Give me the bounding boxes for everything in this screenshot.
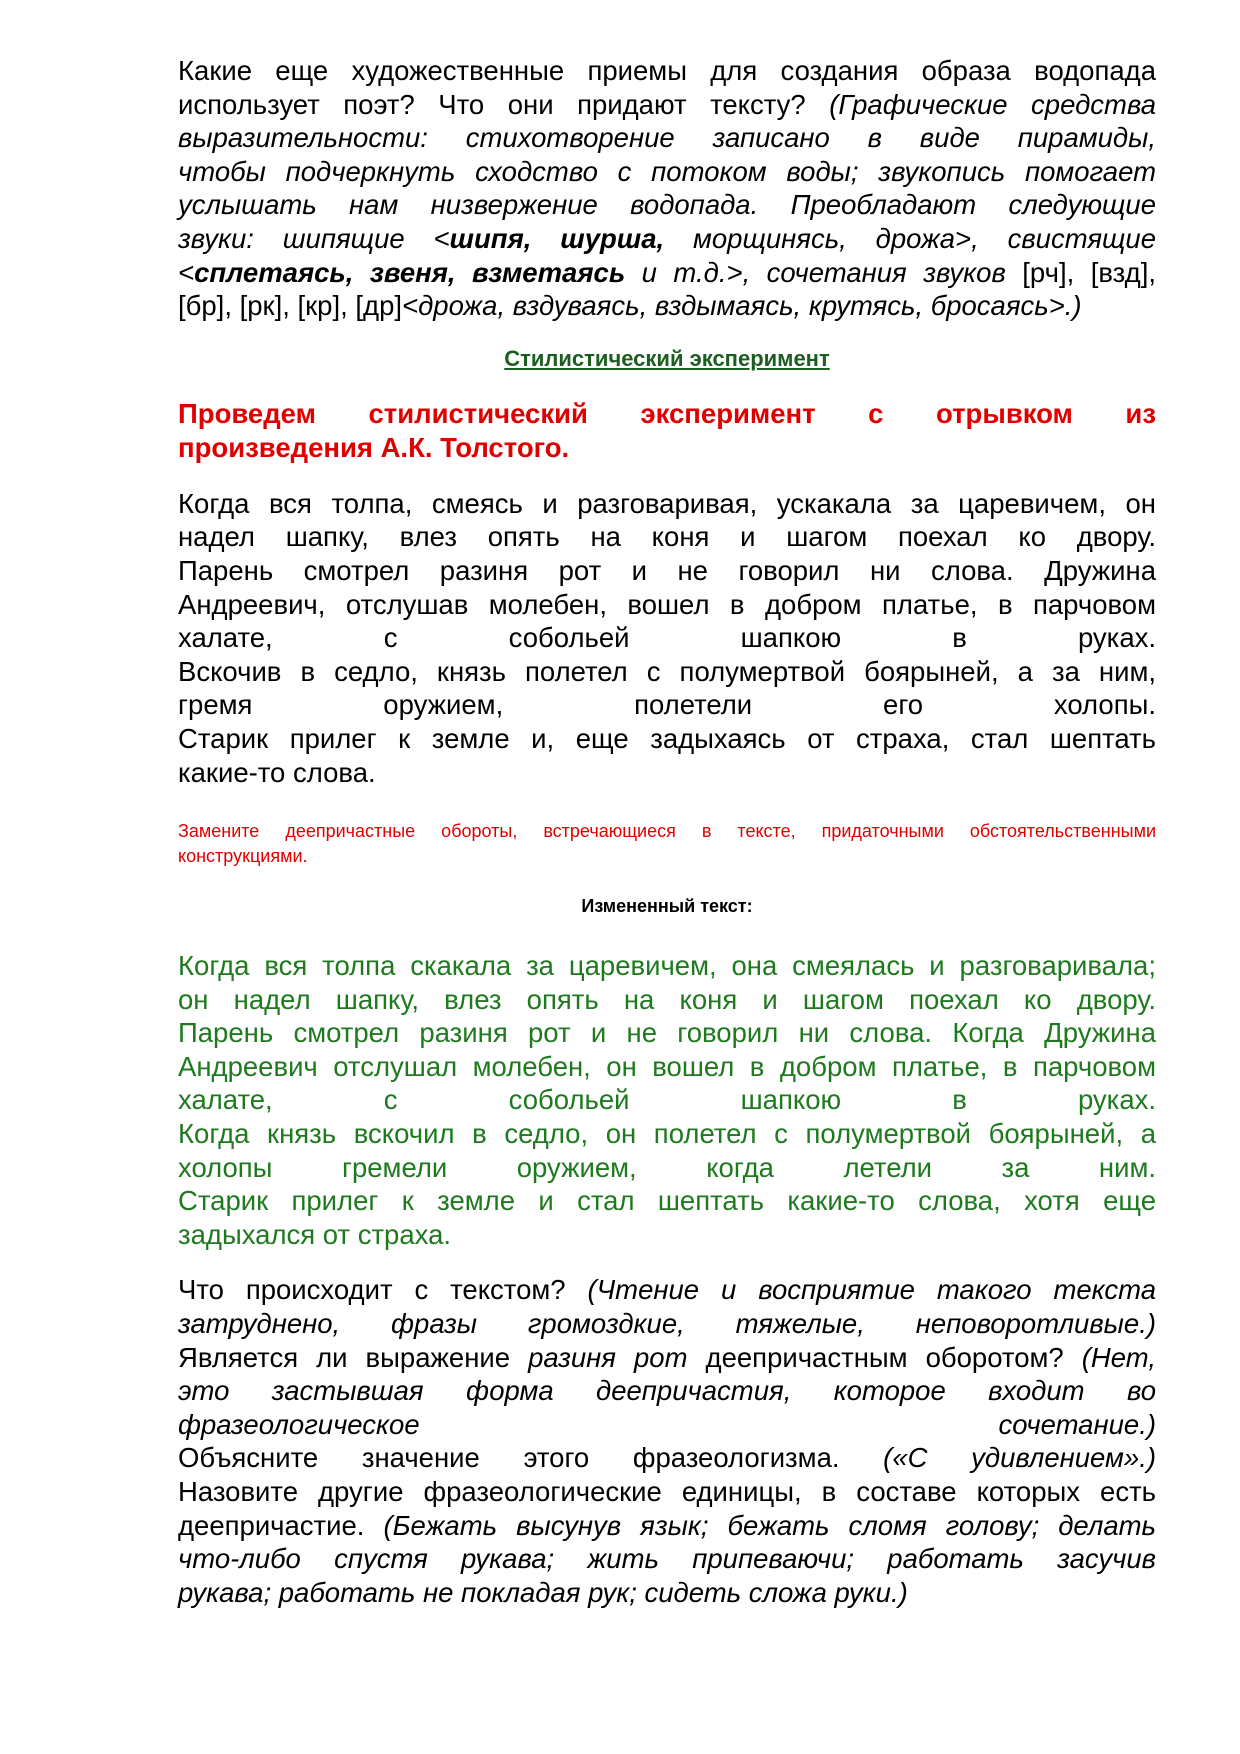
question-line-6 — [178, 1441, 1156, 1475]
question-3: Объясните значение этого фразеологизма. — [178, 1442, 884, 1474]
intro-line-7-bold: сплетаясь, звеня, взметаясь — [194, 256, 626, 288]
intro-line-6-a: звуки: шипящие < — [178, 222, 450, 254]
intro-line-7-sounds: [рч], [взд], — [1022, 256, 1156, 288]
intro-line-7-c: и т.д.>, сочетания звуков — [625, 256, 1023, 288]
changed-text-title: Измененный текст: — [581, 896, 753, 917]
question-2-c: деепричастным оборотом? — [687, 1341, 1082, 1373]
changed-line: холопы гремели оружием, когда летели за ним. — [178, 1151, 1156, 1183]
experiment-heading — [178, 397, 1156, 465]
intro-line-1: Какие еще художественные приемы для создания образа водопада — [178, 55, 1156, 86]
changed-line: халате, с собольей шапкою в руках. — [178, 1084, 1156, 1116]
intro-line-7-a: < — [178, 256, 195, 288]
task-instruction-line-2: конструкциями. — [178, 846, 308, 867]
intro-line-5: услышать нам низвержение водопада. Преобладают следующие — [178, 189, 1156, 221]
experiment-heading-line-2: произведения А.К. Толстого. — [178, 431, 570, 463]
text-line: гремя оружием, полетели его холопы. — [178, 689, 1156, 721]
intro-line-6-c: морщинясь, дрожа>, свистящие — [664, 222, 1156, 254]
question-1: Что происходит с текстом? — [178, 1274, 588, 1306]
intro-line-4: чтобы подчеркнуть сходство с потоком воды; звукопись помогает — [178, 155, 1156, 187]
changed-line: Когда князь вскочил в седло, он полетел с полумертвой боярыней, а — [178, 1118, 1156, 1150]
question-line-10: рукава; работать не покладая рук; сидеть сложа руки.) — [178, 1576, 908, 1608]
questions-paragraph — [178, 1273, 1156, 1609]
changed-line: задыхался от страха. — [178, 1218, 452, 1250]
intro-question: использует поэт? Что они придают тексту? — [178, 88, 830, 120]
text-line: какие-то слова. — [178, 756, 376, 788]
question-line-8 — [178, 1509, 1156, 1543]
intro-line-2 — [178, 88, 1156, 122]
changed-line: Когда вся толпа скакала за царевичем, она смеялась и разговаривала; — [178, 950, 1156, 982]
intro-line-6-bold: шипя, шурша, — [449, 222, 665, 254]
intro-paragraph — [178, 54, 1156, 323]
question-line-1 — [178, 1273, 1156, 1307]
section-title: Стилистический эксперимент — [504, 345, 830, 371]
text-line: Старик прилег к земле и, еще задыхаясь от страха, стал шептать — [178, 722, 1156, 754]
question-line-3 — [178, 1341, 1156, 1375]
answer-4-start: (Бежать высунув язык; бежать сломя голову; делать — [383, 1509, 1156, 1541]
intro-answer-start: (Графические средства — [829, 88, 1156, 120]
changed-text — [178, 949, 1156, 1251]
task-instruction-line-1: Замените деепричастные обороты, встречающиеся в тексте, придаточными обстоятельственными — [178, 821, 1156, 842]
text-line: Когда вся толпа, смеясь и разговаривая, ускакала за царевичем, он — [178, 487, 1156, 519]
text-line: халате, с собольей шапкою в руках. — [178, 622, 1156, 654]
intro-line-3: выразительности: стихотворение записано в виде пирамиды, — [178, 122, 1156, 154]
question-line-9: что-либо спустя рукава; жить припеваючи; работать засучив — [178, 1543, 1156, 1575]
task-instruction — [178, 819, 1156, 869]
document-page — [178, 54, 1156, 1609]
changed-line: Старик прилег к земле и стал шептать какие-то слова, хотя еще — [178, 1185, 1156, 1217]
answer-3: («С удивлением».) — [883, 1442, 1156, 1474]
intro-line-8 — [178, 289, 1156, 323]
question-4-end: деепричастие. — [178, 1509, 384, 1541]
question-line-5: фразеологическое сочетание.) — [178, 1408, 1156, 1440]
experiment-heading-line-1: Проведем стилистический эксперимент с отрывком из — [178, 397, 1156, 429]
text-line: Парень смотрел разиня рот и не говорил ни слова. Дружина — [178, 554, 1156, 586]
question-line-7: Назовите другие фразеологические единицы, в составе которых есть — [178, 1476, 1156, 1507]
changed-line: Андреевич отслушал молебен, он вошел в добром платье, в парчовом — [178, 1050, 1156, 1082]
answer-2-start: (Нет, — [1081, 1341, 1156, 1373]
question-2-phrase: разиня рот — [528, 1341, 688, 1373]
changed-line: Парень смотрел разиня рот и не говорил ни слова. Когда Дружина — [178, 1017, 1156, 1049]
intro-line-8-sounds: [бр], [рк], [кр], [др] — [178, 290, 403, 322]
question-2-a: Является ли выражение — [178, 1341, 529, 1373]
question-line-4: это застывшая форма деепричастия, которое входит во — [178, 1375, 1156, 1407]
original-text — [178, 487, 1156, 789]
intro-line-6 — [178, 222, 1156, 256]
text-line: надел шапку, влез опять на коня и шагом поехал ко двору. — [178, 521, 1156, 553]
question-line-2: затруднено, фразы громоздкие, тяжелые, неповоротливые.) — [178, 1308, 1156, 1340]
text-line: Вскочив в седло, князь полетел с полумертвой боярыней, а за ним, — [178, 655, 1156, 687]
answer-1-start: (Чтение и восприятие такого текста — [587, 1274, 1156, 1306]
intro-line-7 — [178, 256, 1156, 290]
changed-line: он надел шапку, влез опять на коня и шагом поехал ко двору. — [178, 983, 1156, 1015]
intro-line-8-examples: <дрожа, вздуваясь, вздымаясь, крутясь, бросаясь>.) — [402, 290, 1082, 322]
text-line: Андреевич, отслушав молебен, вошел в добром платье, в парчовом — [178, 588, 1156, 620]
